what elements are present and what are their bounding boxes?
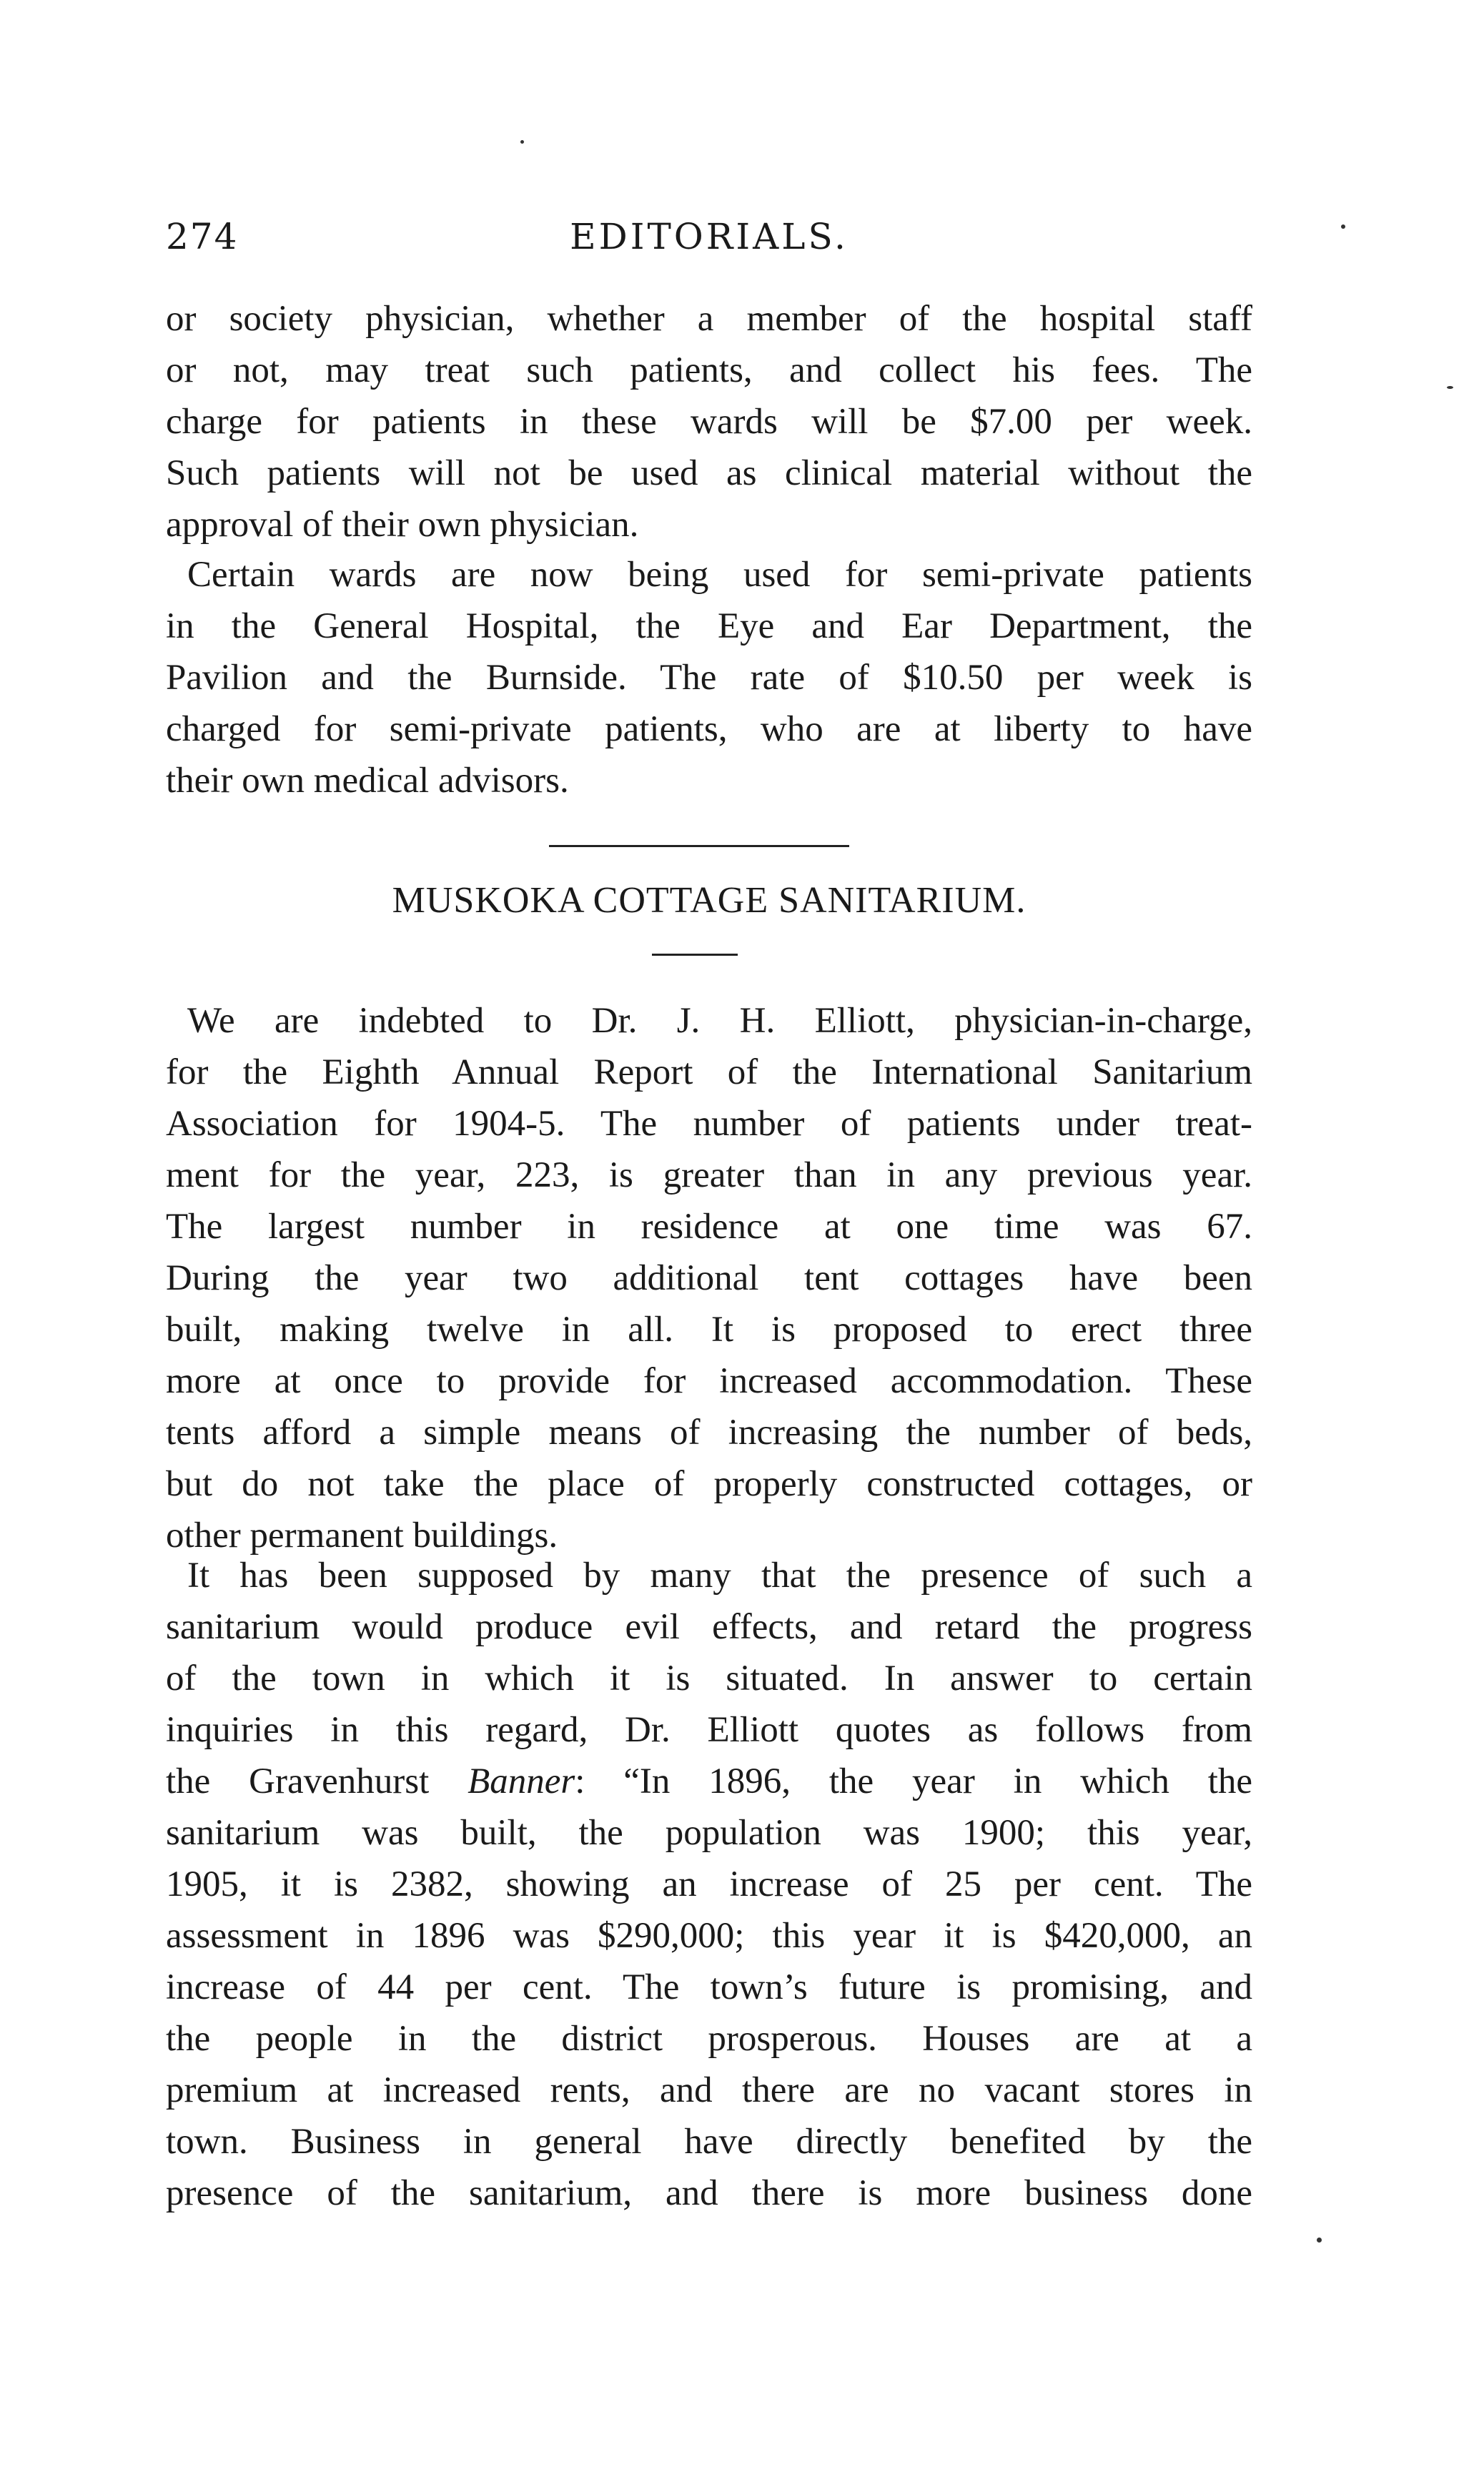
text-line: Association for 1904-5. The number of patients under treat- bbox=[166, 1104, 1252, 1144]
text-line: During the year two additional tent cottages have been bbox=[166, 1258, 1252, 1298]
text-line: sanitarium was built, the population was 1900; this year, bbox=[166, 1813, 1252, 1853]
scan-speck bbox=[1317, 2238, 1322, 2243]
section-divider-rule bbox=[549, 845, 849, 847]
text-line: the people in the district prosperous. Houses are at a bbox=[166, 2019, 1252, 2059]
paragraph-semi-private-wards bbox=[166, 549, 1252, 806]
newspaper-title: Banner bbox=[468, 1761, 575, 1801]
text-line: inquiries in this regard, Dr. Elliott quotes as follows from bbox=[166, 1710, 1252, 1750]
text-line-with-citation bbox=[166, 1756, 1252, 1807]
text-run: the Gravenhurst bbox=[166, 1761, 468, 1801]
scan-speck bbox=[520, 140, 524, 144]
text-line: town. Business in general have directly benefited by the bbox=[166, 2122, 1252, 2162]
text-line: assessment in 1896 was $290,000; this year it is $420,000, an bbox=[166, 1916, 1252, 1956]
text-line: but do not take the place of properly constructed cottages, or bbox=[166, 1464, 1252, 1504]
text-run: : “In 1896, the year in which the bbox=[575, 1761, 1252, 1801]
text-line: Such patients will not be used as clinical material without the bbox=[166, 453, 1252, 493]
text-line: tents afford a simple means of increasing the number of beds, bbox=[166, 1413, 1252, 1453]
text-line: or not, may treat such patients, and collect his fees. The bbox=[166, 350, 1252, 390]
text-line: 1905, it is 2382, showing an increase of 25 per cent. The bbox=[166, 1864, 1252, 1904]
text-line: ment for the year, 223, is greater than in any previous year. bbox=[166, 1155, 1252, 1195]
text-line: approval of their own physician. bbox=[166, 505, 639, 545]
text-line: or society physician, whether a member of the hospital staff bbox=[166, 299, 1252, 339]
scan-speck bbox=[1447, 386, 1453, 389]
text-line: The largest number in residence at one time was 67. bbox=[166, 1207, 1252, 1247]
text-line: their own medical advisors. bbox=[166, 761, 569, 801]
text-line: built, making twelve in all. It is proposed to erect three bbox=[166, 1310, 1252, 1350]
section-heading: MUSKOKA COTTAGE SANITARIUM. bbox=[392, 880, 1027, 921]
text-line: for the Eighth Annual Report of the International Sanitarium bbox=[166, 1052, 1252, 1092]
text-line: in the General Hospital, the Eye and Ear Department, the bbox=[166, 606, 1252, 646]
text-line: premium at increased rents, and there are no vacant stores in bbox=[166, 2070, 1252, 2110]
text-line: We are indebted to Dr. J. H. Elliott, physician-in-charge, bbox=[187, 1001, 1252, 1041]
paragraph-town-effects bbox=[166, 1550, 1252, 2219]
text-line: of the town in which it is situated. In answer to certain bbox=[166, 1658, 1252, 1699]
heading-underline-rule bbox=[652, 954, 738, 956]
paragraph-annual-report bbox=[166, 995, 1252, 1561]
scan-speck bbox=[1341, 224, 1345, 229]
text-line: other permanent buildings. bbox=[166, 1516, 558, 1556]
running-title: EDITORIALS. bbox=[570, 216, 849, 257]
text-line: It has been supposed by many that the presence of such a bbox=[187, 1556, 1252, 1596]
paragraph-hospital-fees bbox=[166, 293, 1252, 550]
text-line: charge for patients in these wards will be $7.00 per week. bbox=[166, 402, 1252, 442]
text-line: charged for semi-private patients, who are at liberty to have bbox=[166, 709, 1252, 749]
text-line: increase of 44 per cent. The town’s future is promising, and bbox=[166, 1967, 1252, 2007]
page-number: 274 bbox=[166, 216, 239, 257]
text-line: presence of the sanitarium, and there is more business done bbox=[166, 2173, 1252, 2213]
text-line: Pavilion and the Burnside. The rate of $10.50 per week is bbox=[166, 658, 1252, 698]
text-line: more at once to provide for increased accommodation. These bbox=[166, 1361, 1252, 1401]
running-head bbox=[166, 216, 1252, 266]
text-line: Certain wards are now being used for semi-private patients bbox=[187, 555, 1252, 595]
text-line: sanitarium would produce evil effects, and retard the progress bbox=[166, 1607, 1252, 1647]
